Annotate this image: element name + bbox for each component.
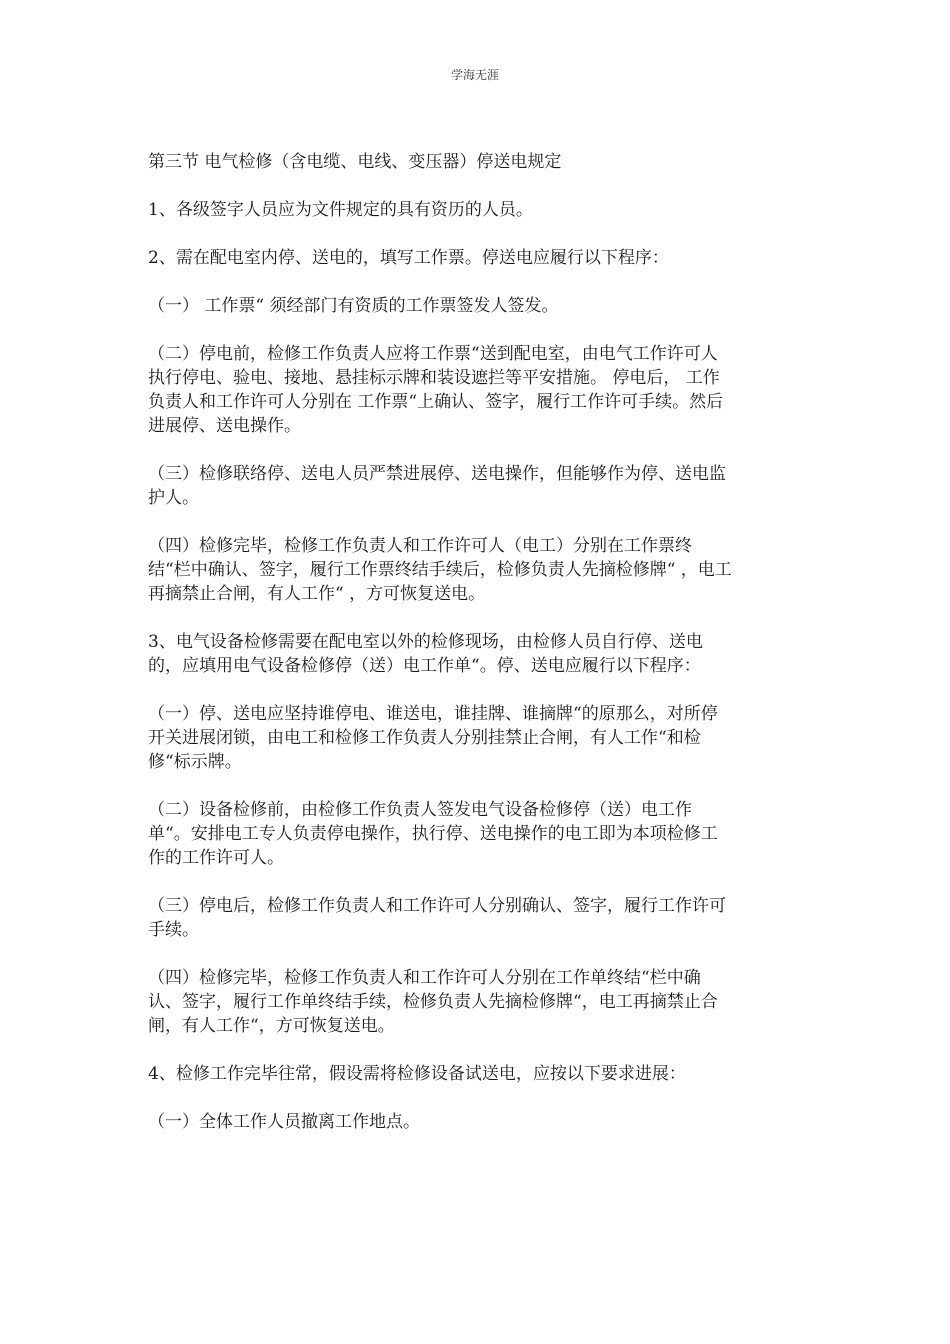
text-line: 2、需在配电室内停、送电的，填写工作票。停送电应履行以下程序： [148, 248, 669, 268]
text-line: 进展停、送电操作。 [148, 416, 301, 436]
text-line: 护人。 [148, 488, 199, 508]
text-line: 3、电气设备检修需要在配电室以外的检修现场，由检修人员自行停、送电 [148, 632, 703, 652]
text-line: 作的工作许可人。 [148, 848, 284, 868]
text-line: （二）停电前，检修工作负责人应将工作票“送到配电室，由电气工作许可人 [148, 344, 718, 364]
text-line: （二）设备检修前，由检修工作负责人签发电气设备检修停（送）电工作 [148, 800, 692, 820]
text-line: 执行停电、验电、接地、悬挂标示牌和装设遮拦等平安措施。 停电后， 工作 [148, 368, 720, 388]
section-title [148, 150, 808, 174]
text-line: 负责人和工作许可人分别在 工作票“上确认、签字，履行工作许可手续。然后 [148, 392, 724, 412]
text-line: 的，应填用电气设备检修停（送）电工作单“。停、送电应履行以下程序： [148, 656, 701, 676]
paragraph [148, 798, 808, 870]
paragraph [148, 966, 808, 1038]
paragraph [148, 246, 808, 270]
text-line: （三）停电后，检修工作负责人和工作许可人分别确认、签字，履行工作许可 [148, 896, 726, 916]
text-line: （三）检修联络停、送电人员严禁进展停、送电操作，但能够作为停、送电监 [148, 464, 726, 484]
paragraph [148, 534, 808, 606]
text-line: （一） 工作票“ 须经部门有资质的工作票签发人签发。 [148, 296, 559, 316]
paragraph [148, 894, 808, 942]
text-line: 4、检修工作完毕往常，假设需将检修设备试送电，应按以下要求进展： [148, 1064, 686, 1084]
text-line: 单“。安排电工专人负责停电操作，执行停、送电操作的电工即为本项检修工 [148, 824, 718, 844]
text-line: 修“标示牌。 [148, 752, 242, 772]
text-line: 开关进展闭锁，由电工和检修工作负责人分别挂禁止合闸，有人工作“和检 [148, 728, 701, 748]
paragraph [148, 198, 808, 222]
text-line: （四）检修完毕，检修工作负责人和工作许可人（电工）分别在工作票终 [148, 536, 692, 556]
paragraph [148, 702, 808, 774]
text-line: （一）停、送电应坚持谁停电、谁送电，谁挂牌、谁摘牌“的原那么，对所停 [148, 704, 718, 724]
text-line: 认、签字，履行工作单终结手续，检修负责人先摘检修牌“，电工再摘禁止合 [148, 992, 718, 1012]
text-line: 1、各级签字人员应为文件规定的具有资历的人员。 [148, 200, 533, 220]
text-line: 再摘禁止合闸，有人工作“ ，方可恢复送电。 [148, 584, 486, 604]
text-line: 结“栏中确认、签字，履行工作票终结手续后，检修负责人先摘检修牌“ ，电工 [148, 560, 732, 580]
paragraph [148, 342, 808, 438]
text-line: 手续。 [148, 920, 199, 940]
text-line: 闸，有人工作“，方可恢复送电。 [148, 1016, 395, 1036]
paragraph [148, 294, 808, 318]
text-line: 第三节 电气检修（含电缆、电线、变压器）停送电规定 [148, 152, 562, 172]
paragraph [148, 1110, 808, 1134]
paragraph [148, 1062, 808, 1086]
paragraph [148, 630, 808, 678]
text-line: （一）全体工作人员撤离工作地点。 [148, 1112, 420, 1132]
text-line: （四）检修完毕，检修工作负责人和工作许可人分别在工作单终结“栏中确 [148, 968, 701, 988]
paragraph [148, 462, 808, 510]
document-body [148, 150, 808, 1158]
page-header: 学海无涯 [450, 68, 499, 82]
